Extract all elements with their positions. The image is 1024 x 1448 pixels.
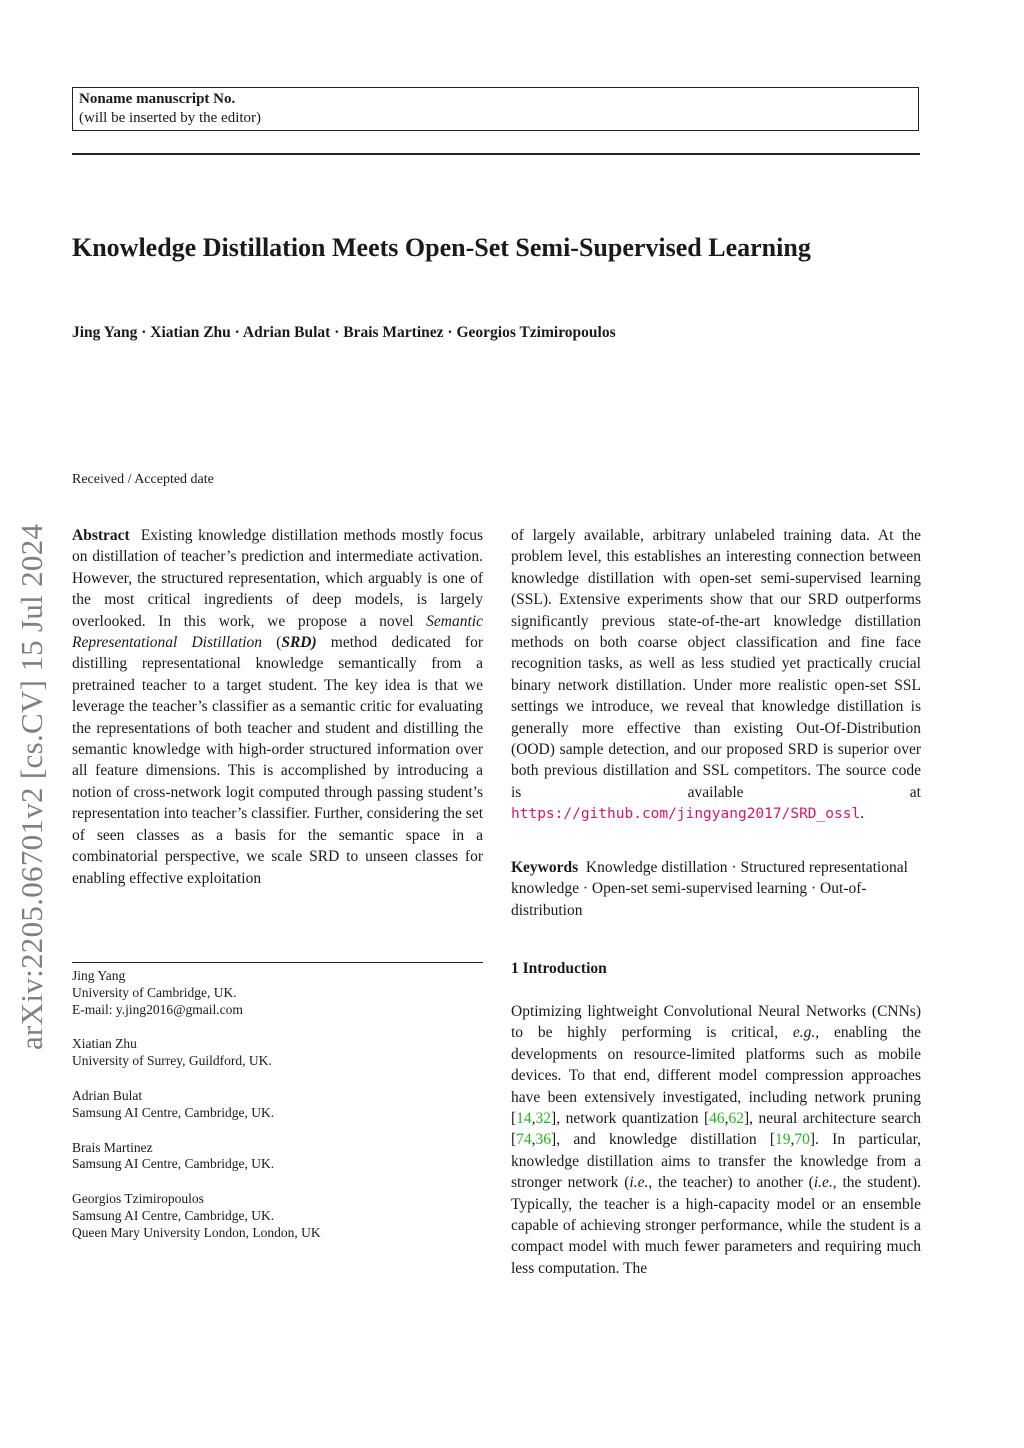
citation-link[interactable]: 14 — [516, 1110, 532, 1128]
received-date: Received / Accepted date — [72, 472, 214, 487]
keywords-heading: Keywords — [511, 859, 579, 876]
author-name: Jing Yang — [72, 324, 138, 341]
citation-link[interactable]: 74 — [516, 1131, 532, 1149]
author-name: Xiatian Zhu — [150, 324, 231, 341]
footnote-rule — [72, 962, 483, 963]
citation-link[interactable]: 36 — [535, 1131, 552, 1149]
author-name: Georgios Tzimiropoulos — [456, 324, 616, 341]
method-abbr: SRD) — [281, 634, 317, 652]
manuscript-number: Noname manuscript No. — [79, 91, 236, 107]
author-name: Brais Martinez — [343, 324, 444, 341]
editor-note: (will be inserted by the editor) — [79, 110, 262, 126]
abstract-left-column: Abstract Existing knowledge distillation methods mostly focus on distillation of teacher’s prediction and intermediate activation. However, the structured representation, which arguably is one of the most critical ingredients of deep models, is largely overlooked. In this work, we propose a novel Semantic Representational Distillation (SRD) method dedicated for distilling representational knowledge semantically from a pretrained teacher to a target student. The key idea is that we leverage the teacher’s classifier as a semantic critic for evaluating the representations of both teacher and student and distilling the semantic knowledge with high-order structured information over all feature dimensions. This is accomplished by introducing a notion of cross-network logit computed through passing student’s representation into teacher’s classifier. Further, considering the set of seen classes as a basis for the semantic space in a combinatorial perspective, we scale SRD to unseen classes for enabling effective exploitation — [72, 527, 483, 887]
affiliation-block: Adrian Bulat Samsung AI Centre, Cambridge, UK. — [72, 1087, 275, 1120]
section-heading-introduction: 1 Introduction — [511, 960, 607, 977]
author-list: Jing Yang · Xiatian Zhu · Adrian Bulat · Brais Martinez · Georgios Tzimiropoulos — [72, 324, 616, 341]
paper-title: Knowledge Distillation Meets Open-Set Semi-Supervised Learning — [72, 233, 811, 262]
introduction-paragraph: Optimizing lightweight Convolutional Neural Networks (CNNs) to be highly performing is critical, e.g., enabling the developments on resource-limited platforms such as mobile devices. To that end, different model compression approaches have been extensively investigated, including network pruning [14,32], network quantization [46,62], neural architecture search [74,36], and knowledge distillation [19,70]. In particular, knowledge distillation aims to transfer the knowledge from a stronger network (i.e., the teacher) to another (i.e., the student). Typically, the teacher is a high-capacity model or an ensemble capable of achieving stronger performance, while the student is a compact model with much fewer parameters and requiring much less computation. The — [511, 1003, 922, 1277]
arxiv-identifier[interactable]: arXiv:2205.06701v2 [cs.CV] 15 Jul 2024 — [14, 523, 49, 1050]
author-email: E-mail: y.jing2016@gmail.com — [72, 1001, 243, 1017]
affiliations — [72, 968, 492, 1260]
editor-info-box — [72, 87, 919, 131]
affiliation-block: Georgios Tzimiropoulos Samsung AI Centre, Cambridge, UK. Queen Mary University London, London, UK — [72, 1191, 321, 1240]
author-name: Adrian Bulat — [242, 324, 331, 341]
source-code-link[interactable]: https://github.com/jingyang2017/SRD_ossl — [511, 806, 861, 823]
citation-link[interactable]: 62 — [728, 1110, 745, 1128]
method-name: Semantic Representational Distillation — [72, 612, 483, 652]
citation-link[interactable]: 19 — [775, 1131, 791, 1149]
abstract-heading: Abstract — [72, 527, 130, 544]
abstract-right-column: of largely available, arbitrary unlabeled training data. At the problem level, this establishes an interesting connection between knowledge distillation with open-set semi-supervised learning (SSL). Extensive experiments show that our SRD outperforms significantly previous state-of-the-art knowledge distillation methods on both coarse object classification and fine face recognition tasks, as well as less studied yet practically crucial binary network distillation. Under more realistic open-set SSL settings we introduce, we reveal that knowledge distillation is generally more effective than existing Out-Of-Distribution (OOD) sample detection, and our proposed SRD is superior over both previous distillation and SSL competitors. The source code is available at https://github.com/jingyang2017/SRD_ossl. — [511, 527, 921, 823]
affiliation-block: Xiatian Zhu University of Surrey, Guildford, UK. — [72, 1036, 272, 1069]
citation-link[interactable]: 32 — [535, 1110, 552, 1128]
citation-link[interactable]: 46 — [709, 1110, 725, 1128]
affiliation-block: Brais Martinez Samsung AI Centre, Cambridge, UK. — [72, 1139, 275, 1172]
keywords: Keywords Knowledge distillation · Structured representational knowledge · Open-set semi-supervised learning · Out-of-distribution — [511, 859, 908, 919]
citation-link[interactable]: 70 — [794, 1131, 810, 1149]
header-rule — [72, 153, 920, 155]
affiliation-block: Jing Yang University of Cambridge, UK. E-mail: y.jing2016@gmail.com — [72, 968, 492, 1018]
